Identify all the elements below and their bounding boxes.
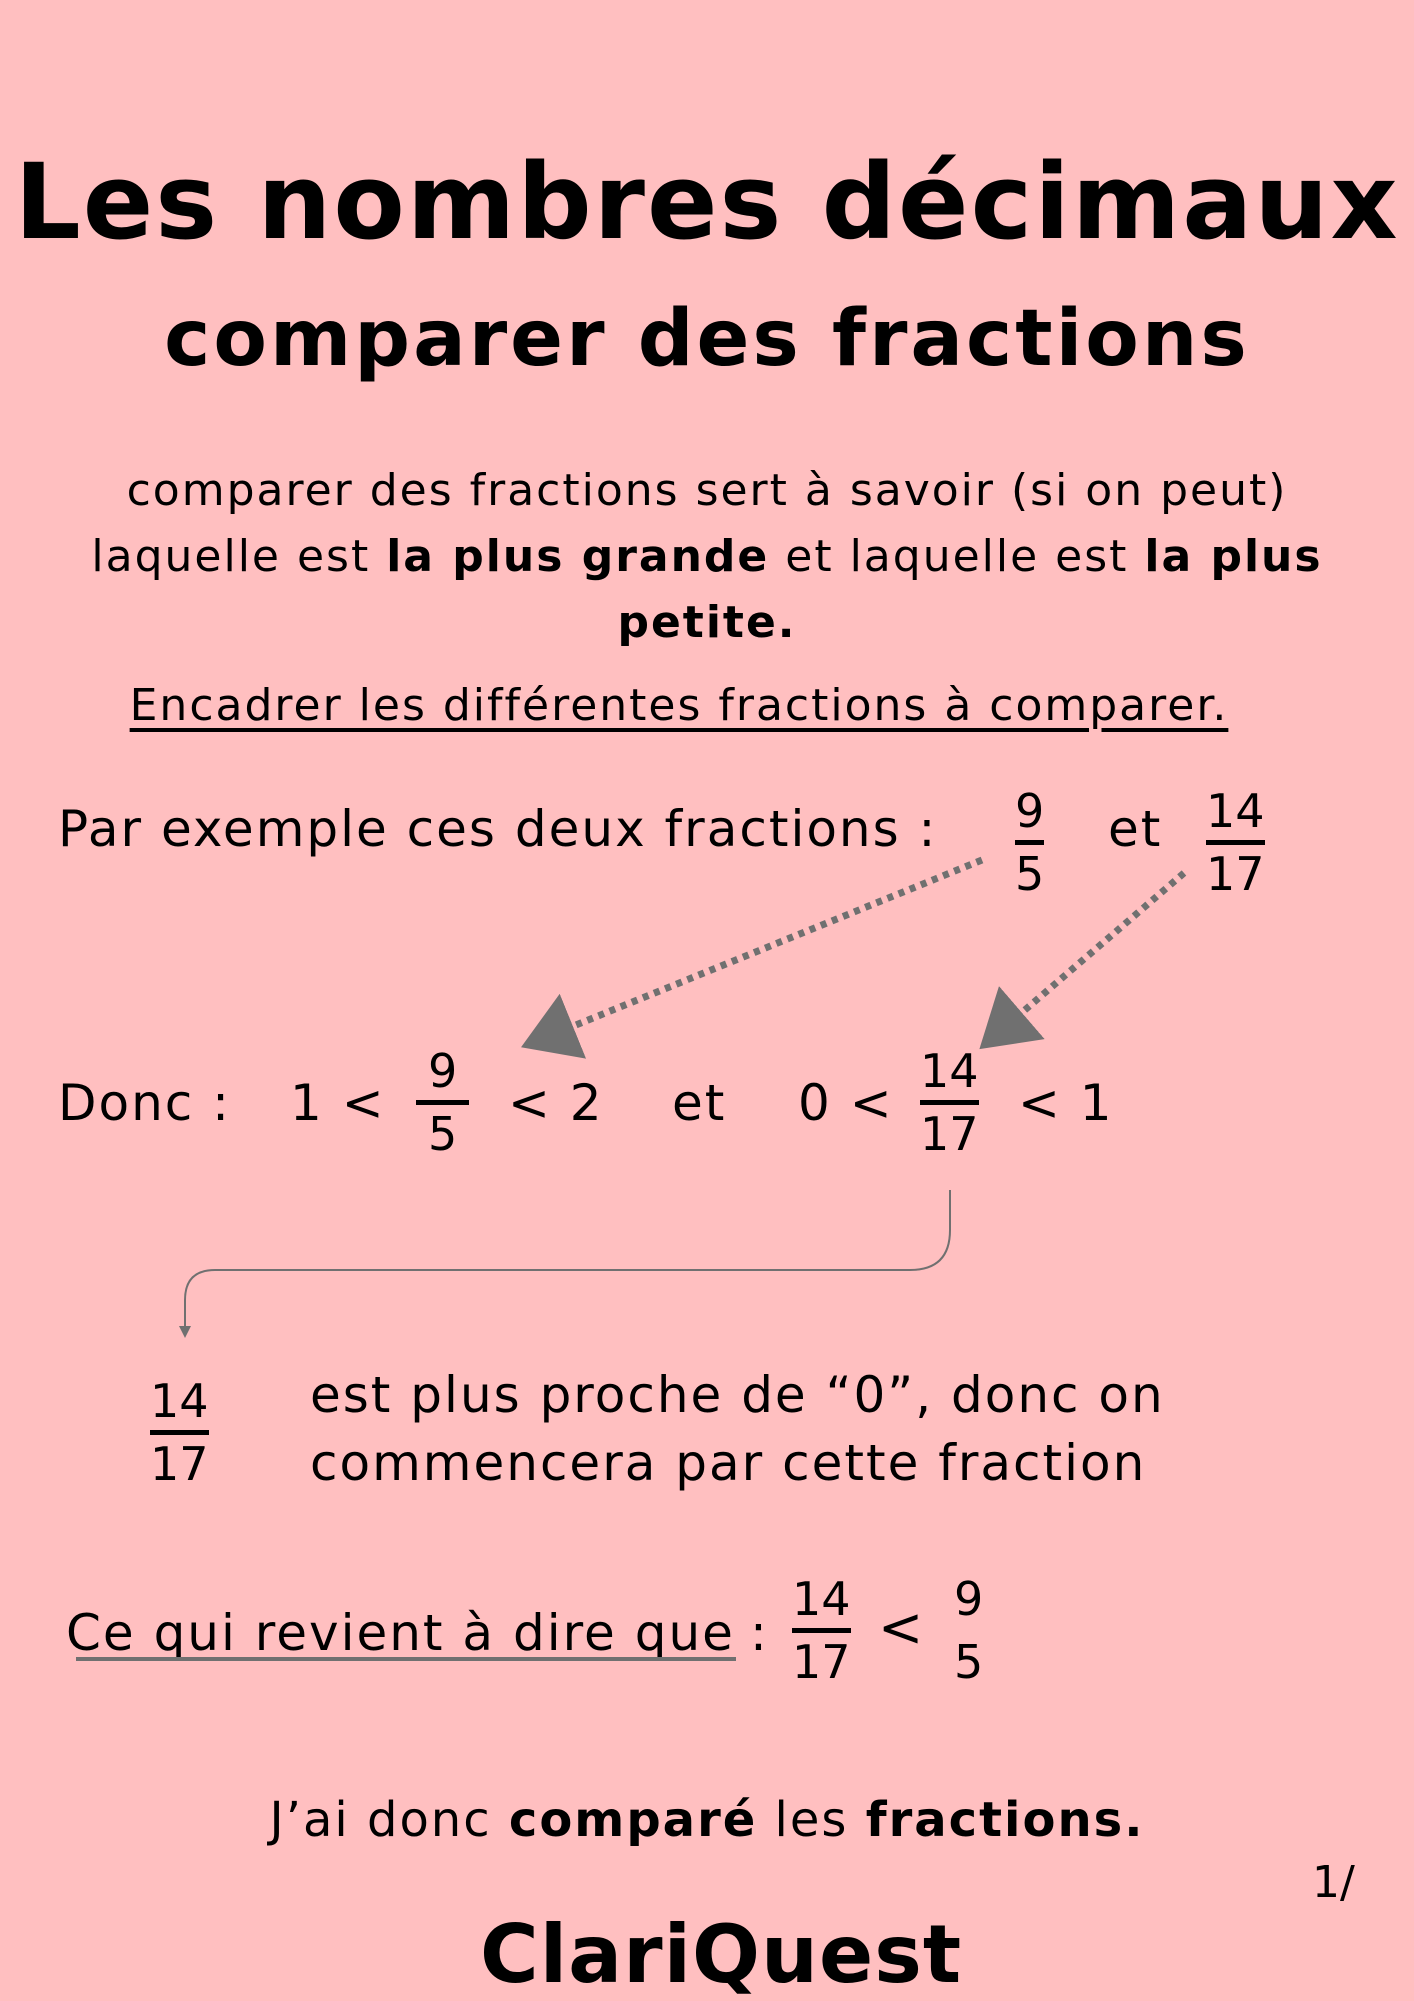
- donc-connector: et: [672, 1074, 727, 1132]
- fraction-numerator: 9: [428, 1044, 458, 1098]
- dotted-arrow-14-17: [990, 873, 1184, 1040]
- clariquest-logo: ClariQuest: [480, 1908, 963, 2001]
- fraction-denominator: 5: [428, 1107, 458, 1161]
- final-text-1: J’ai donc: [269, 1792, 509, 1848]
- intro-text-2: et laquelle est: [769, 531, 1145, 582]
- intro-bold-1: la plus grande: [386, 531, 770, 582]
- intro-bold-2: la plus petite.: [617, 531, 1323, 648]
- final-bold-1: comparé: [508, 1792, 758, 1848]
- fraction-numerator: 14: [920, 1044, 979, 1098]
- fraction-denominator: 17: [1206, 847, 1265, 901]
- example-connector: et: [1108, 800, 1163, 858]
- fraction-denominator: 17: [792, 1635, 851, 1689]
- fraction-denominator: 5: [954, 1635, 984, 1689]
- conclusion-label: Ce qui revient à dire que: [66, 1604, 735, 1662]
- page-title: Les nombres décimaux: [14, 141, 1400, 263]
- fraction-numerator: 14: [792, 1572, 851, 1626]
- donc-right-1: < 2: [508, 1074, 604, 1132]
- donc-label: Donc :: [58, 1074, 232, 1132]
- fraction-denominator: 5: [1015, 847, 1045, 901]
- final-text-2: les: [757, 1792, 866, 1848]
- final-bold-2: fractions.: [865, 1792, 1145, 1848]
- closest-line-1: est plus proche de “0”, donc on: [310, 1366, 1165, 1424]
- closest-line-2: commencera par cette fraction: [310, 1434, 1147, 1492]
- donc-left-2: 0 <: [798, 1074, 894, 1132]
- intro-text-1: comparer des fractions sert à savoir (si on peut) laquelle est: [91, 465, 1288, 582]
- connector-arrow: [185, 1190, 950, 1332]
- donc-left-1: 1 <: [290, 1074, 386, 1132]
- instruction-text: Encadrer les différentes fractions à comparer.: [129, 680, 1229, 731]
- fraction-denominator: 17: [150, 1437, 209, 1491]
- fraction-numerator: 14: [1206, 784, 1265, 838]
- fraction-numerator: 14: [150, 1374, 209, 1428]
- page-subtitle: comparer des fractions: [164, 294, 1250, 384]
- fraction-numerator: 9: [954, 1572, 984, 1626]
- donc-right-2: < 1: [1018, 1074, 1114, 1132]
- conclusion-colon: :: [750, 1604, 769, 1662]
- conclusion-operator: <: [878, 1596, 926, 1659]
- fraction-denominator: 17: [920, 1107, 979, 1161]
- dotted-arrow-9-5: [534, 860, 982, 1042]
- example-label: Par exemple ces deux fractions :: [58, 800, 938, 858]
- fraction-numerator: 9: [1015, 784, 1045, 838]
- page-number: 1/: [1312, 1857, 1355, 1908]
